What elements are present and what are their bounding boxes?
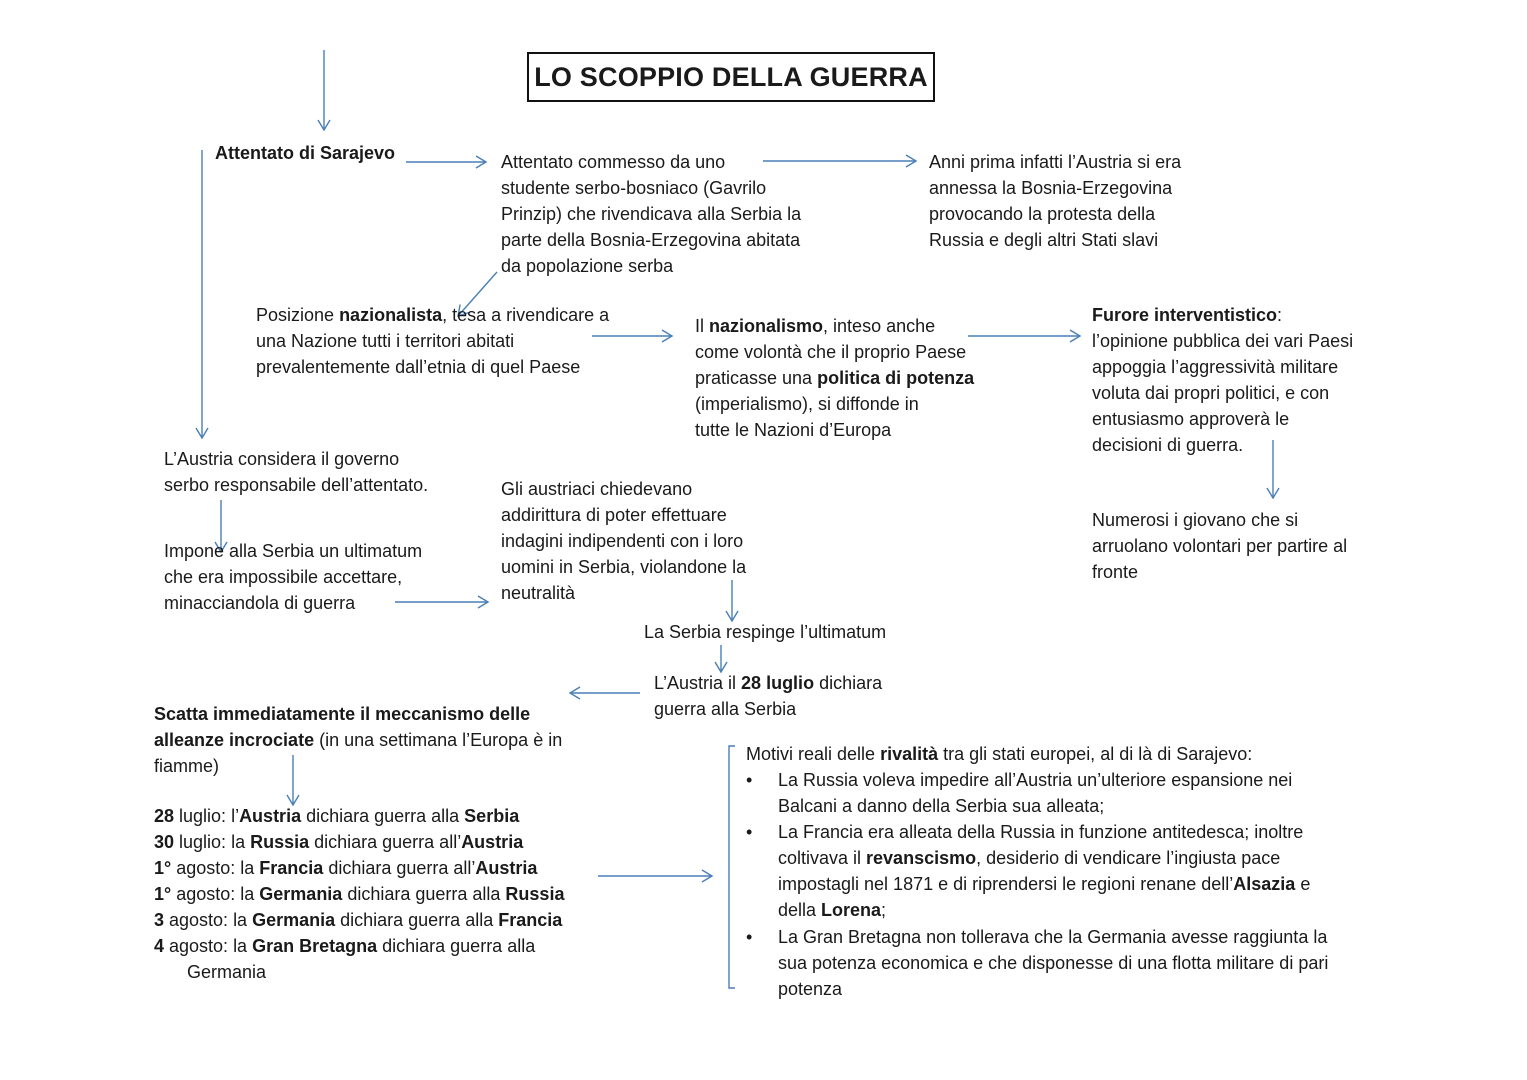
timeline-item: 30 luglio: la Russia dichiara guerra all’Austria [154, 832, 524, 852]
text-line: entusiasmo approverà le [1092, 409, 1290, 429]
text-line: parte della Bosnia-Erzegovina abitata [501, 230, 801, 250]
text-line: La Russia voleva impedire all’Austria un’ulteriore espansione nei [778, 770, 1293, 790]
text-line: tutte le Nazioni d’Europa [695, 420, 892, 440]
text-line: impostagli nel 1871 e di riprendersi le regioni renane dell’Alsazia e [778, 874, 1311, 894]
text-line: Scatta immediatamente il meccanismo delle [154, 704, 531, 724]
text-line: Anni prima infatti l’Austria si era [929, 152, 1182, 172]
text-line: Prinzip) che rivendicava alla Serbia la [501, 204, 802, 224]
text-line: guerra alla Serbia [654, 699, 797, 719]
text-line: una Nazione tutti i territori abitati [256, 331, 515, 351]
alleanze-block [154, 701, 562, 779]
text-line: La Gran Bretagna non tollerava che la Germania avesse raggiunta la [778, 927, 1328, 947]
declarations-timeline [154, 803, 564, 985]
attentato-description [501, 149, 801, 279]
text-line: Attentato commesso da uno [501, 152, 726, 172]
timeline-continuation: Germania [187, 962, 267, 982]
austria-responsible [164, 446, 428, 498]
timeline-item: 4 agosto: la Gran Bretagna dichiara guerra alla [154, 936, 536, 956]
text-line: come volontà che il proprio Paese [695, 342, 967, 362]
text-line: annessa la Bosnia-Erzegovina [929, 178, 1173, 198]
text-line: potenza [778, 979, 843, 999]
austria-ultimatum [164, 538, 422, 616]
bullet-icon: • [746, 770, 753, 790]
page-title: LO SCOPPIO DELLA GUERRA [527, 52, 935, 102]
austria-demands [501, 476, 746, 606]
text-line: che era impossibile accettare, [164, 567, 403, 587]
text-line: della Lorena; [778, 900, 887, 920]
text-line: minacciandola di guerra [164, 593, 356, 613]
text-line: coltivava il revanscismo, desiderio di vendicare l’ingiusta pace [778, 848, 1281, 868]
text-line: studente serbo-bosniaco (Gavrilo [501, 178, 767, 198]
text-line: l’opinione pubblica dei vari Paesi [1092, 331, 1354, 351]
text-line: sua potenza economica e che disponesse di una flotta militare di pari [778, 953, 1329, 973]
motivi-bullet-russia [778, 767, 1292, 819]
timeline-item: 1° agosto: la Germania dichiara guerra alla Russia [154, 884, 565, 904]
text-line: provocando la protesta della [929, 204, 1156, 224]
serbia-rejects: La Serbia respinge l’ultimatum [644, 622, 887, 642]
text-line: serbo responsabile dell’attentato. [164, 475, 429, 495]
text-line: Gli austriaci chiedevano [501, 479, 693, 499]
timeline-item: 3 agosto: la Germania dichiara guerra alla Francia [154, 910, 563, 930]
timeline-item: 28 luglio: l’Austria dichiara guerra alla Serbia [154, 806, 520, 826]
text-line: addirittura di poter effettuare [501, 505, 727, 525]
text-line: indagini indipendenti con i loro [501, 531, 744, 551]
text-line: L’Austria considera il governo [164, 449, 400, 469]
timeline-item: 1° agosto: la Francia dichiara guerra all’Austria [154, 858, 538, 878]
text-line: appoggia l’aggressività militare [1092, 357, 1339, 377]
text-line: arruolano volontari per partire al [1092, 536, 1348, 556]
text-line: Numerosi i giovano che si [1092, 510, 1299, 530]
text-line: fronte [1092, 562, 1139, 582]
text-line: (imperialismo), si diffonde in [695, 394, 919, 414]
text-line: alleanze incrociate (in una settimana l’Europa è in [154, 730, 563, 750]
text-line: La Francia era alleata della Russia in funzione antitedesca; inoltre [778, 822, 1304, 842]
volunteers-block [1092, 507, 1347, 585]
text-line: Russia e degli altri Stati slavi [929, 230, 1159, 250]
text-line: uomini in Serbia, violandone la [501, 557, 747, 577]
nazionalista-block [256, 302, 609, 380]
text-line: Balcani a danno della Serbia sua alleata; [778, 796, 1105, 816]
text-line: fiamme) [154, 756, 220, 776]
motivi-bullet-francia [778, 819, 1310, 923]
motivi-bullet-gran-bretagna [778, 924, 1328, 1002]
text-line: prevalentemente dall’etnia di quel Paese [256, 357, 581, 377]
text-line: Posizione nazionalista, tesa a rivendicare a [256, 305, 610, 325]
text-line: voluta dai propri politici, e con [1092, 383, 1330, 403]
bullet-icon: • [746, 927, 753, 947]
attentato-label: Attentato di Sarajevo [215, 143, 396, 163]
motivi-bracket [729, 746, 735, 988]
furore-heading: Furore interventistico: [1092, 305, 1283, 325]
furore-block [1092, 302, 1353, 458]
text-line: da popolazione serba [501, 256, 674, 276]
text-line: Impone alla Serbia un ultimatum [164, 541, 423, 561]
austria-declares [654, 670, 882, 722]
motivi-intro: Motivi reali delle rivalità tra gli stati europei, al di là di Sarajevo: [746, 744, 1253, 764]
text-line: decisioni di guerra. [1092, 435, 1244, 455]
nazionalismo-block [695, 313, 974, 443]
text-line: Il nazionalismo, inteso anche [695, 316, 936, 336]
text-line: praticasse una politica di potenza [695, 368, 975, 388]
bullet-icon: • [746, 822, 753, 842]
text-line: neutralità [501, 583, 576, 603]
text-line: L’Austria il 28 luglio dichiara [654, 673, 883, 693]
attentato-background [929, 149, 1181, 253]
